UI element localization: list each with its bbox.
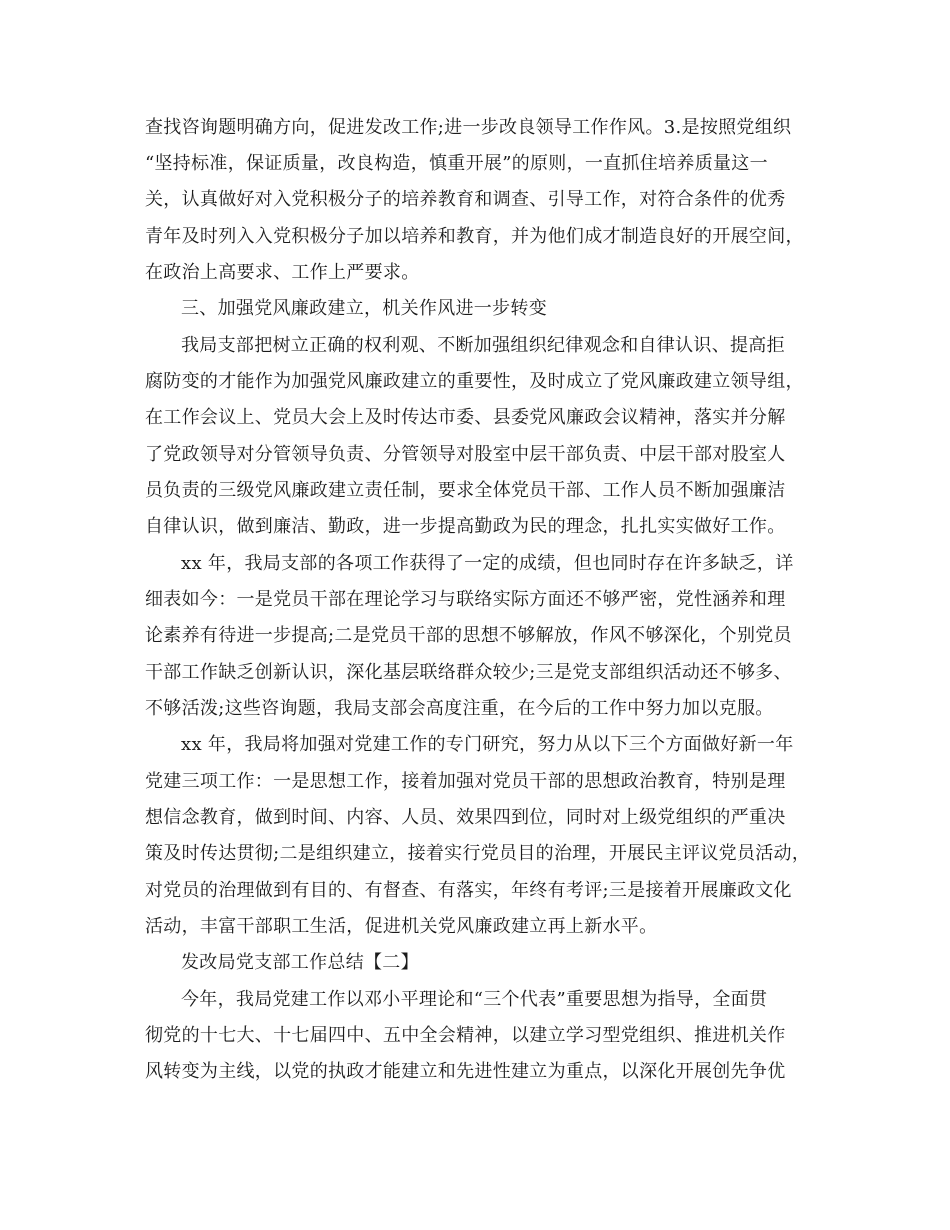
text-line: 彻党的十七大、十七届四中、五中全会精神，以建立学习型党组织、推进机关作 — [145, 1025, 786, 1046]
text-line: 活动，丰富干部职工生活，促进机关党风廉政建立再上新水平。 — [145, 916, 658, 937]
text-line: 腐防变的才能作为加强党风廉政建立的重要性，及时成立了党风廉政建立领导组， — [145, 371, 804, 392]
section-heading: 三、加强党风廉政建立，机关作风进一步转变 — [181, 298, 547, 319]
text-line: 在工作会议上、党员大会上及时传达市委、县委党风廉政会议精神，落实并分解 — [145, 407, 786, 428]
text-line: “坚持标准，保证质量，改良构造，慎重开展”的原则，一直抓住培养质量这一 — [145, 153, 768, 174]
section-heading: 发改局党支部工作总结【二】 — [181, 952, 419, 973]
text-line: 论素养有待进一步提高;二是党员干部的思想不够解放，作风不够深化，个别党员 — [145, 625, 792, 646]
text-line: 党建三项工作：一是思想工作，接着加强对党员干部的思想政治教育，特别是理 — [145, 771, 786, 792]
text-line: 员负责的三级党风廉政建立责任制，要求全体党员干部、工作人员不断加强廉洁 — [145, 480, 786, 501]
text-line: 对党员的治理做到有目的、有督查、有落实，年终有考评;三是接着开展廉政文化 — [145, 880, 792, 901]
text-line: 细表如今：一是党员干部在理论学习与联络实际方面还不够严密，党性涵养和理 — [145, 589, 786, 610]
text-line: xx 年，我局支部的各项工作获得了一定的成绩，但也同时存在许多缺乏，详 — [181, 553, 794, 574]
text-line: 策及时传达贯彻;二是组织建立，接着实行党员目的治理，开展民主评议党员活动， — [145, 843, 811, 864]
text-line: 在政治上高要求、工作上严要求。 — [145, 262, 420, 283]
text-line: 青年及时列入入党积极分子加以培养和教育，并为他们成才制造良好的开展空间， — [145, 226, 804, 247]
text-line: 了党政领导对分管领导负责、分管领导对股室中层干部负责、中层干部对股室人 — [145, 444, 786, 465]
text-line: 自律认识，做到廉洁、勤政，进一步提高勤政为民的理念，扎扎实实做好工作。 — [145, 516, 786, 537]
text-line: 风转变为主线，以党的执政才能建立和先进性建立为重点，以深化开展创先争优 — [145, 1061, 786, 1082]
text-line: 查找咨询题明确方向，促进发改工作;进一步改良领导工作作风。3.是按照党组织 — [145, 117, 792, 138]
text-line: 今年，我局党建工作以邓小平理论和“三个代表”重要思想为指导，全面贯 — [181, 989, 768, 1010]
text-line: 想信念教育，做到时间、内容、人员、效果四到位，同时对上级党组织的严重决 — [145, 807, 786, 828]
text-line: 关，认真做好对入党积极分子的培养教育和调查、引导工作，对符合条件的优秀 — [145, 189, 786, 210]
text-line: 干部工作缺乏创新认识，深化基层联络群众较少;三是党支部组织活动还不够多、 — [145, 662, 792, 683]
text-line: xx 年，我局将加强对党建工作的专门研究，努力从以下三个方面做好新一年 — [181, 734, 794, 755]
text-line: 我局支部把树立正确的权利观、不断加强组织纪律观念和自律认识、提高拒 — [181, 335, 785, 356]
text-line: 不够活泼;这些咨询题，我局支部会高度注重，在今后的工作中努力加以克服。 — [145, 698, 774, 719]
